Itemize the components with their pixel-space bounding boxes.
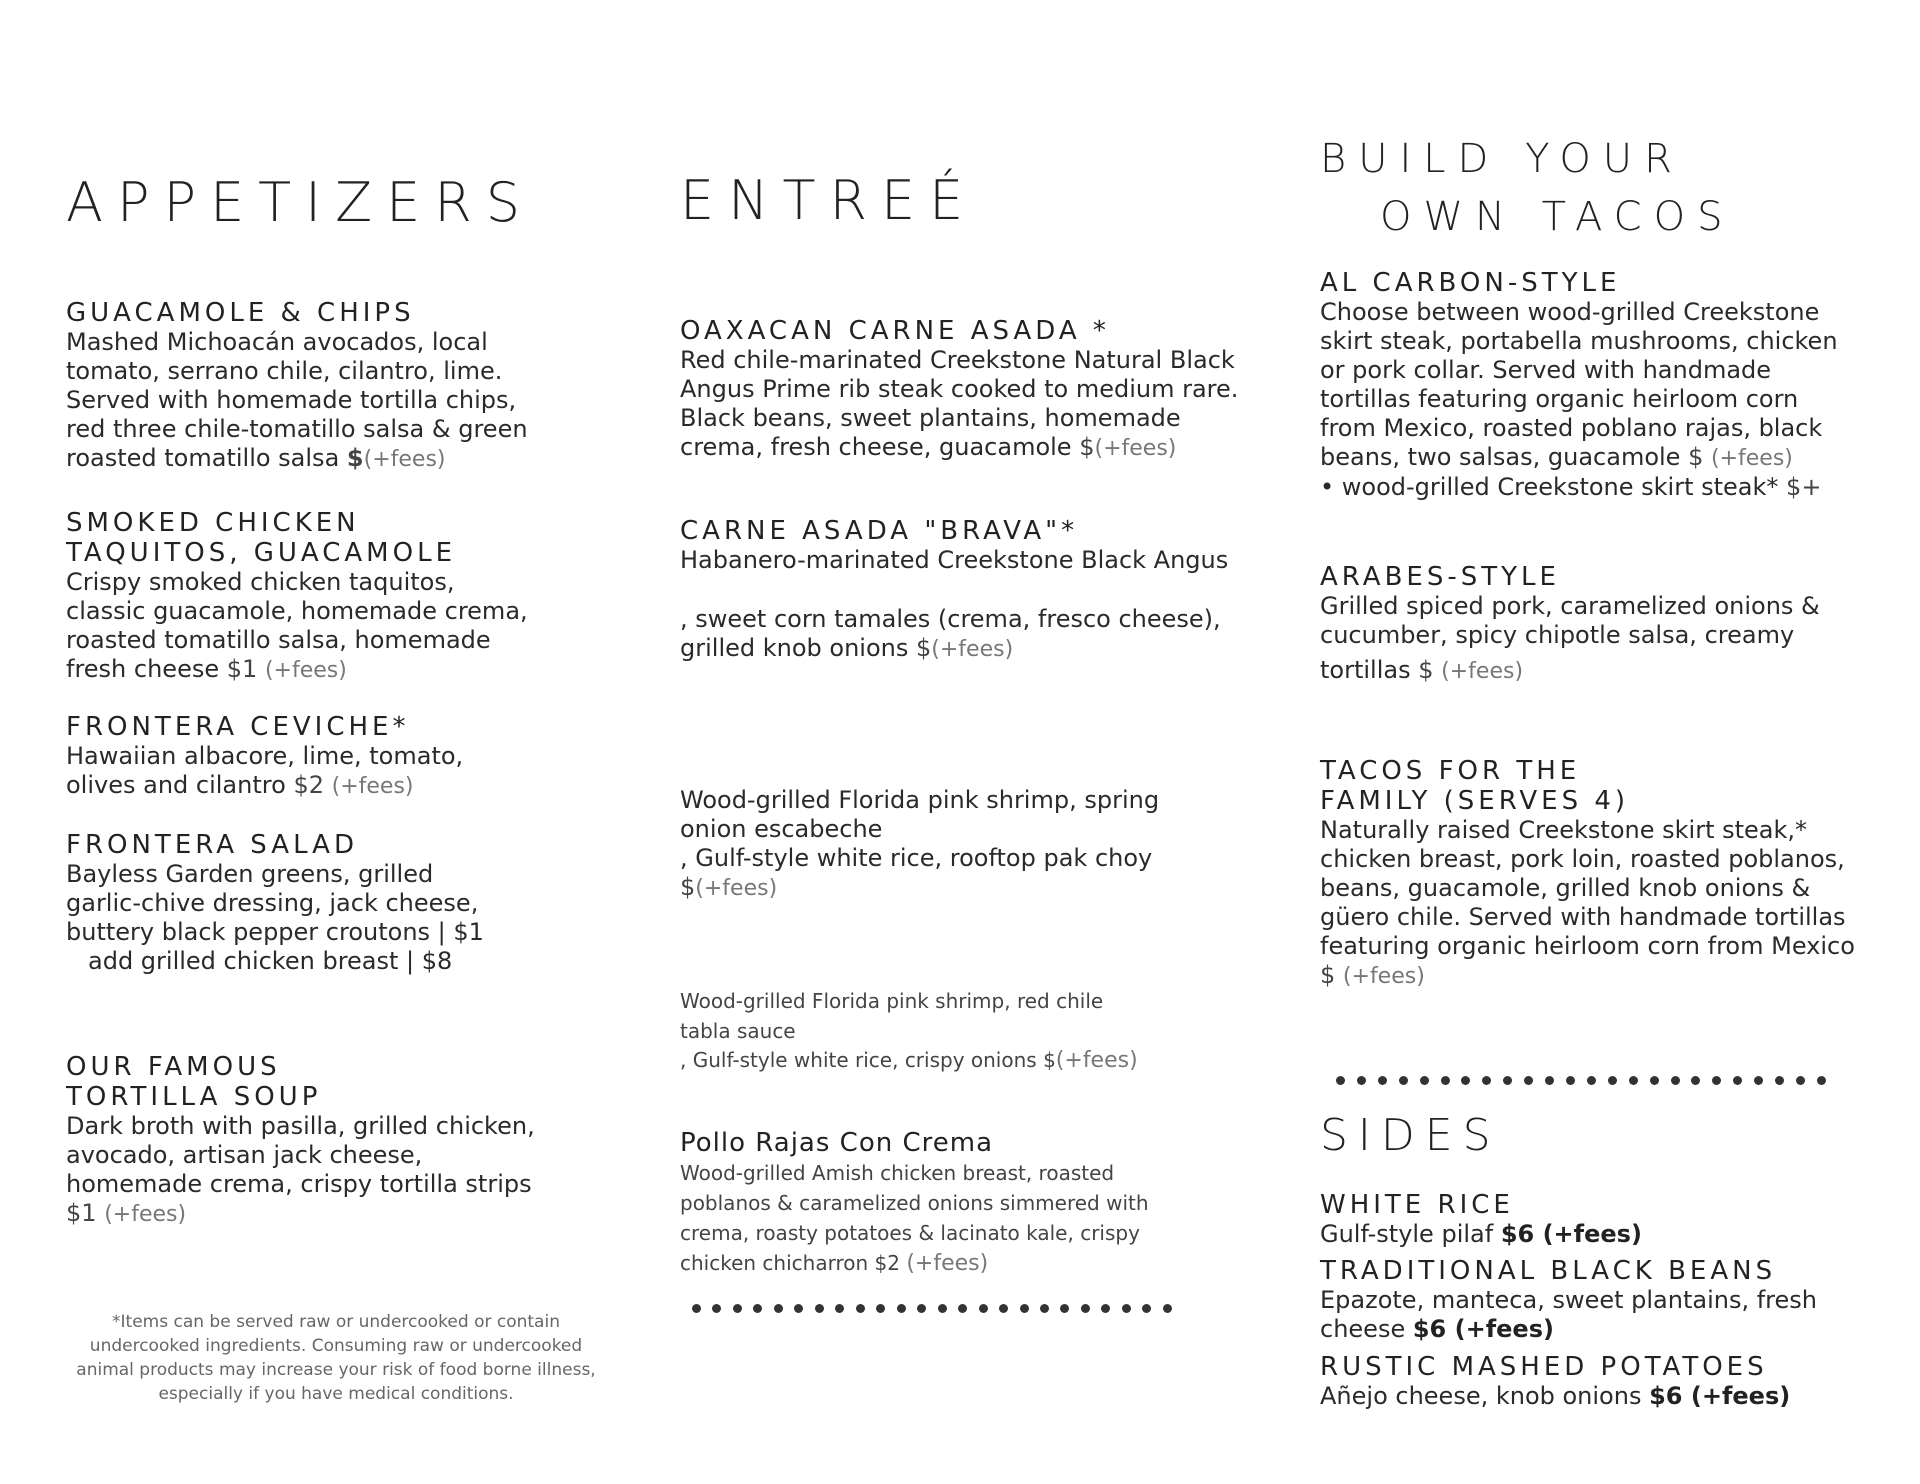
divider-dot [835,1304,844,1313]
entrees-title: ENTREÉ [680,169,978,232]
divider-dot [1608,1076,1617,1085]
divider-dot [897,1304,906,1313]
item-addon-price: $+ [1786,473,1822,501]
item-addon: • wood-grilled Creekstone skirt steak* [1320,473,1779,501]
item-desc-cont: tortillas [1320,656,1411,684]
divider-dot [1378,1076,1387,1085]
item-desc-cont: , sweet corn tamales (crema, fresco cheese), grilled knob onions [680,605,1221,662]
item-desc: Hawaiian albacore, lime, tomato, olives and cilantro [66,742,464,799]
menu-item [1320,562,1860,686]
item-price: $1 [226,655,258,683]
item-price: $ [680,873,696,901]
side-item [1320,1256,1860,1344]
item-addon: add grilled chicken breast | $8 [88,947,453,975]
item-name: AL CARBON-STYLE [1320,268,1621,298]
item-desc-cont: , Gulf-style white rice, crispy onions [680,1048,1037,1072]
menu-item [680,986,1250,1075]
item-fees: (+fees) [331,774,414,799]
item-fees: (+fees) [264,658,347,683]
divider-dot [712,1304,721,1313]
divider-dot [733,1304,742,1313]
divider-dot [1441,1076,1450,1085]
item-name: CARNE ASADA "BRAVA"* [680,516,1079,546]
item-fees: (+fees) [931,637,1014,662]
item-fees: (+fees) [1055,1048,1138,1073]
divider-dot [1629,1076,1638,1085]
divider-dot [1712,1076,1721,1085]
item-price: $ [346,444,364,472]
divider-dot [1122,1304,1131,1313]
divider-dot [1524,1076,1533,1085]
menu-item [680,786,1250,903]
menu-item [66,508,536,685]
divider-dot [692,1304,701,1313]
divider-dot [774,1304,783,1313]
item-fees: (+fees) [906,1251,989,1276]
divider-dot [1482,1076,1491,1085]
menu-item [680,516,1250,664]
divider-dot [917,1304,926,1313]
divider-dot [1691,1076,1700,1085]
divider-dot [1503,1076,1512,1085]
item-desc: Dark broth with pasilla, grilled chicken, avocado, artisan jack cheese, homemade crema, crispy tortilla strips [66,1112,535,1198]
divider-dot [1775,1076,1784,1085]
item-name: OAXACAN CARNE ASADA * [680,316,1110,346]
menu-item [66,830,506,976]
divider-dot [1336,1076,1345,1085]
divider-dot [1420,1076,1429,1085]
item-fees: (+fees) [695,876,778,901]
divider-dot [794,1304,803,1313]
item-price: $ [916,634,932,662]
item-fees: (+fees) [1711,446,1793,471]
divider-dot [1020,1304,1029,1313]
divider-dot [938,1304,947,1313]
divider-dot [1040,1304,1049,1313]
divider-dot [958,1304,967,1313]
item-price: $6 (+fees) [1500,1220,1642,1248]
item-name: RUSTIC MASHED POTATOES [1320,1352,1768,1382]
item-price: $6 (+fees) [1412,1315,1554,1343]
item-name: ARABES-STYLE [1320,562,1560,592]
menu-item [66,298,536,474]
item-name: SMOKED CHICKEN TAQUITOS, GUACAMOLE [66,508,456,568]
divider-dot [1163,1304,1172,1313]
dot-divider [1336,1076,1826,1085]
divider-dot [1060,1304,1069,1313]
divider-dot [1671,1076,1680,1085]
tacos-title-line1: BUILD YOUR [1320,136,1684,182]
item-desc: Crispy smoked chicken taquitos, classic guacamole, homemade crema, roasted tomatillo salsa, homemade fresh cheese [66,568,528,683]
divider-dot [1796,1076,1805,1085]
item-name: FRONTERA CEVICHE* [66,712,410,742]
divider-dot [979,1304,988,1313]
item-desc: Choose between wood-grilled Creekstone skirt steak, portabella mushrooms, chicken or pork collar. Served with handmade tortillas featuring organic heirloom corn from Mexico, roasted poblano rajas, black beans, two salsas, guacamole [1320,298,1838,471]
item-desc: Epazote, manteca, sweet plantains, fresh cheese [1320,1286,1818,1343]
item-fees: (+fees) [363,447,446,472]
item-desc: Añejo cheese, knob onions [1320,1382,1642,1410]
item-desc: Habanero-marinated Creekstone Black Angus [680,546,1229,574]
divider-dot [1733,1076,1742,1085]
menu-item [66,712,536,801]
item-price: $ [1418,656,1434,684]
menu-item [66,1052,546,1229]
item-name: OUR FAMOUS TORTILLA SOUP [66,1052,322,1112]
item-fees: (+fees) [1094,436,1177,461]
tacos-title-line2: OWN TACOS [1380,194,1735,240]
divider-dot [876,1304,885,1313]
item-name: WHITE RICE [1320,1190,1514,1220]
item-desc: Grilled spiced pork, caramelized onions & cucumber, spicy chipotle salsa, creamy [1320,592,1820,649]
divider-dot [856,1304,865,1313]
item-price: $2 [874,1251,900,1275]
item-name: GUACAMOLE & CHIPS [66,298,415,328]
item-name: FRONTERA SALAD [66,830,358,860]
item-price: $ [1043,1048,1056,1072]
item-price: $ [1688,443,1704,471]
divider-dot [1566,1076,1575,1085]
item-price: $2 [293,771,324,799]
item-price: $ [1320,961,1336,989]
item-fees: (+fees) [1441,659,1524,684]
divider-dot [815,1304,824,1313]
divider-dot [1650,1076,1659,1085]
item-fees: (+fees) [104,1202,187,1227]
item-desc-cont: , Gulf-style white rice, rooftop pak choy [680,844,1153,872]
divider-dot [1754,1076,1763,1085]
divider-dot [1545,1076,1554,1085]
divider-dot [1399,1076,1408,1085]
menu-item [1320,756,1860,991]
divider-dot [1142,1304,1151,1313]
item-desc: Naturally raised Creekstone skirt steak,* chicken breast, pork loin, roasted poblanos, beans, guacamole, grilled knob onions & güero chile. Served with handmade tortillas featuring organic heirloom corn from Mexico [1320,816,1855,960]
item-price: $6 (+fees) [1649,1382,1791,1410]
item-fees: (+fees) [1342,964,1425,989]
appetizers-title: APPETIZERS [66,171,535,234]
dot-divider [692,1304,1172,1313]
divider-dot [1101,1304,1110,1313]
item-name: TACOS FOR THE FAMILY (SERVES 4) [1320,756,1630,816]
sides-title: SIDES [1320,1110,1501,1161]
divider-dot [1081,1304,1090,1313]
tacos-title [1320,130,1734,246]
item-desc: Red chile-marinated Creekstone Natural Black Angus Prime rib steak cooked to medium rare. Black beans, sweet plantains, homemade crema, fresh cheese, guacamole [680,346,1239,461]
divider-dot [1817,1076,1826,1085]
item-name: TRADITIONAL BLACK BEANS [1320,1256,1777,1286]
item-name: Pollo Rajas Con Crema [680,1128,994,1158]
menu-item [1320,268,1860,502]
item-price: $1 [66,1199,97,1227]
item-desc: Bayless Garden greens, grilled garlic-chive dressing, jack cheese, buttery black pepper croutons | $1 [66,860,484,946]
item-desc: Wood-grilled Florida pink shrimp, spring onion escabeche [680,786,1160,843]
side-item [1320,1190,1860,1249]
divider-dot [1461,1076,1470,1085]
item-price: $ [1079,433,1095,461]
item-desc: Mashed Michoacán avocados, local tomato, serrano chile, cilantro, lime. Served with homemade tortilla chips, red three chile-tomatillo salsa & green roasted tomatillo salsa [66,328,528,472]
side-item [1320,1352,1860,1411]
divider-dot [1357,1076,1366,1085]
divider-dot [999,1304,1008,1313]
divider-dot [753,1304,762,1313]
menu-item [680,1128,1180,1279]
item-desc: Wood-grilled Florida pink shrimp, red chile tabla sauce [680,989,1104,1043]
item-desc: Gulf-style pilaf [1320,1220,1494,1248]
menu-item [680,316,1250,463]
divider-dot [1587,1076,1596,1085]
item-desc: Wood-grilled Amish chicken breast, roasted poblanos & caramelized onions simmered with crema, roasty potatoes & lacinato kale, crispy chicken chicharron [680,1161,1149,1275]
disclaimer: *Items can be served raw or undercooked or contain undercooked ingredients. Consuming raw or undercooked animal products may increase your risk of food borne illness, especially if you have medical conditions. [76,1312,596,1404]
